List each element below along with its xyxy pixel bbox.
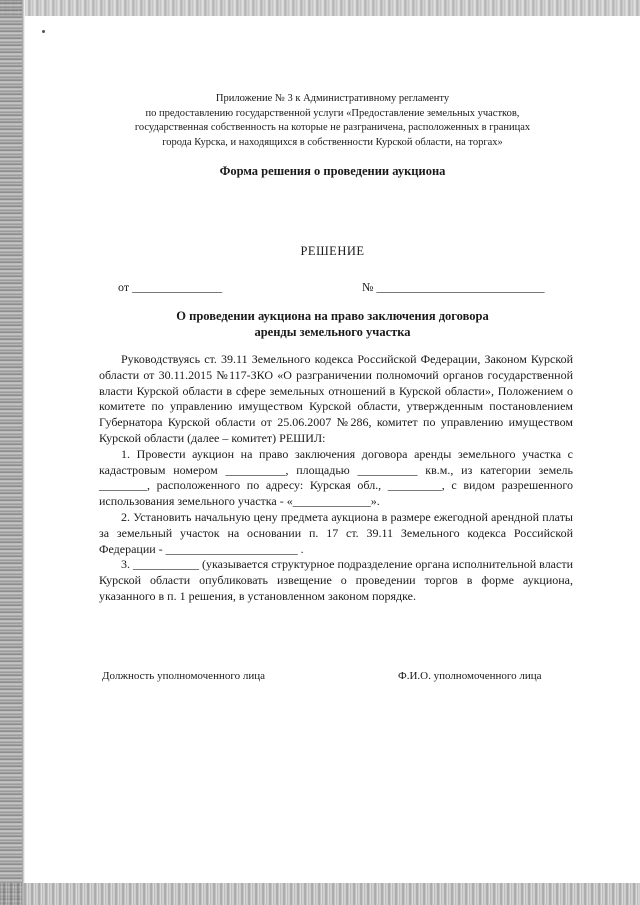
form-title: Форма решения о проведении аукциона xyxy=(219,164,446,178)
scan-left-border xyxy=(0,0,22,905)
preamble-paragraph: Руководствуясь ст. 39.11 Земельного кодекса Российской Федерации, Законом Курской области от 30.11.2015 №117-ЗКО «О разграничении полномочий органов государственной власти Курской области в сфере земельных отношений в Курской области», Положением о комитете по управлению имуществом Курской области, утвержденным постановлением Губернатора Курской области от 25.06.2007 №286, комитет по управлению имуществом Курской области (далее – комитет) РЕШИЛ: xyxy=(99,352,573,445)
decision-number-field: № ____________________________ xyxy=(362,280,545,294)
scan-top-border xyxy=(0,0,640,16)
item-3-paragraph: 3. ___________ (указывается структурное подразделение органа исполнительной власти Курской области опубликовать извещение о проведении торгов в форме аукциона, указанного в п. 1 решения, в установленном законом порядке. xyxy=(99,557,573,603)
appendix-header xyxy=(100,92,565,150)
item-2-paragraph: 2. Установить начальную цену предмета аукциона в размере ежегодной арендной платы за земельный участок на основании п. 17 ст. 39.11 Земельного кодекса Российской Федерации - ______________________ . xyxy=(99,509,573,556)
appendix-line: государственная собственность на которые не разграничена, расположенных в границах xyxy=(134,122,531,133)
scan-bottom-border xyxy=(0,883,640,905)
decision-heading: РЕШЕНИЕ xyxy=(300,244,365,258)
appendix-line: города Курска, и находящихся в собственности Курской области, на торгах» xyxy=(162,136,503,148)
appendix-line: по предоставлению государственной услуги «Предоставление земельных участков, xyxy=(145,107,520,119)
decision-body xyxy=(99,352,573,605)
scan-speck xyxy=(42,30,45,33)
decision-date-field: от _______________ xyxy=(118,280,223,294)
item-1-paragraph: 1. Провести аукцион на право заключения договора аренды земельного участка с кадастровым номером __________, площадью __________ кв.м., из категории земель ________, расположенного по адресу: Курская обл., _________, с видом разрешенного использования земельного участка - «_____________». xyxy=(99,446,573,509)
subject-line: аренды земельного участка xyxy=(254,325,411,339)
signatory-position: Должность уполномоченного лица xyxy=(102,670,265,682)
appendix-line: Приложение № 3 к Административному регламенту xyxy=(215,93,450,104)
signatory-name: Ф.И.О. уполномоченного лица xyxy=(398,670,542,682)
decision-subject xyxy=(100,308,565,340)
subject-line: О проведении аукциона на право заключения договора xyxy=(176,309,489,323)
scan-left-edge xyxy=(22,0,25,905)
